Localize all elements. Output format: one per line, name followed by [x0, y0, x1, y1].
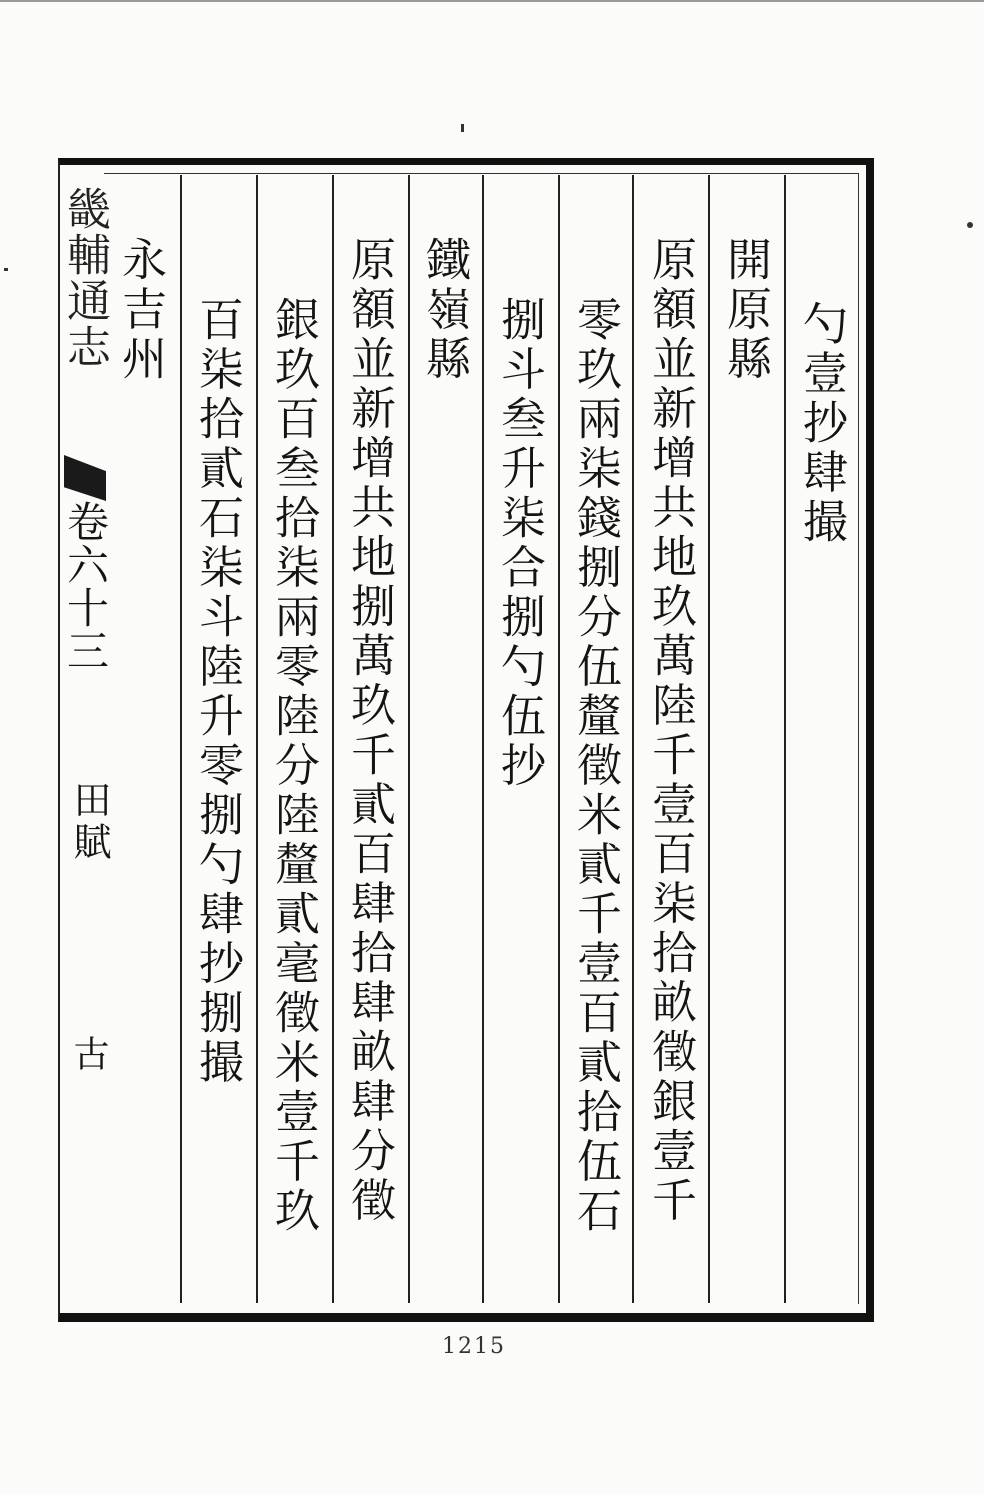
text-column-8: 銀玖百叁拾柒兩零陸分陸釐貳毫徵米壹千玖: [267, 296, 320, 1237]
spine-volume: 卷六十三: [61, 500, 110, 672]
spine-folio: 古: [68, 1035, 109, 1071]
county-heading-yongji: 永吉州: [114, 236, 167, 385]
column-divider: [708, 175, 710, 1303]
spine-title: 畿輔通志: [59, 186, 110, 370]
county-heading-kaiyuan: 開原縣: [719, 236, 772, 385]
text-column-5: 捌斗叁升柒合捌勺伍抄: [493, 296, 546, 791]
text-column-4: 零玖兩柒錢捌分伍釐徵米貳千壹百貳拾伍石: [569, 296, 622, 1237]
column-divider: [408, 175, 410, 1303]
column-divider: [632, 175, 634, 1303]
scan-speck: [461, 124, 464, 132]
county-heading-tieling: 鐵嶺縣: [418, 236, 471, 385]
text-column-1: 勺壹抄肆撮: [795, 300, 848, 548]
text-column-3: 原額並新增共地玖萬陸千壹百柒拾畝徵銀壹千: [644, 236, 697, 1226]
column-divider: [784, 175, 786, 1303]
column-divider: [332, 175, 334, 1303]
page-number: 1215: [442, 1334, 506, 1359]
column-divider: [558, 175, 560, 1303]
column-divider: [256, 175, 258, 1303]
scan-speck: [967, 222, 973, 228]
column-divider: [180, 175, 182, 1303]
column-divider: [482, 175, 484, 1303]
text-column-9: 百柒拾貳石柒斗陸升零捌勺肆抄捌撮: [191, 296, 244, 1088]
text-column-7: 原額並新增共地捌萬玖千貳百肆拾肆畝肆分徵: [343, 236, 396, 1226]
spine-section: 田賦: [67, 780, 111, 864]
scan-top-edge: [0, 0, 984, 2]
scan-speck: [4, 268, 8, 271]
